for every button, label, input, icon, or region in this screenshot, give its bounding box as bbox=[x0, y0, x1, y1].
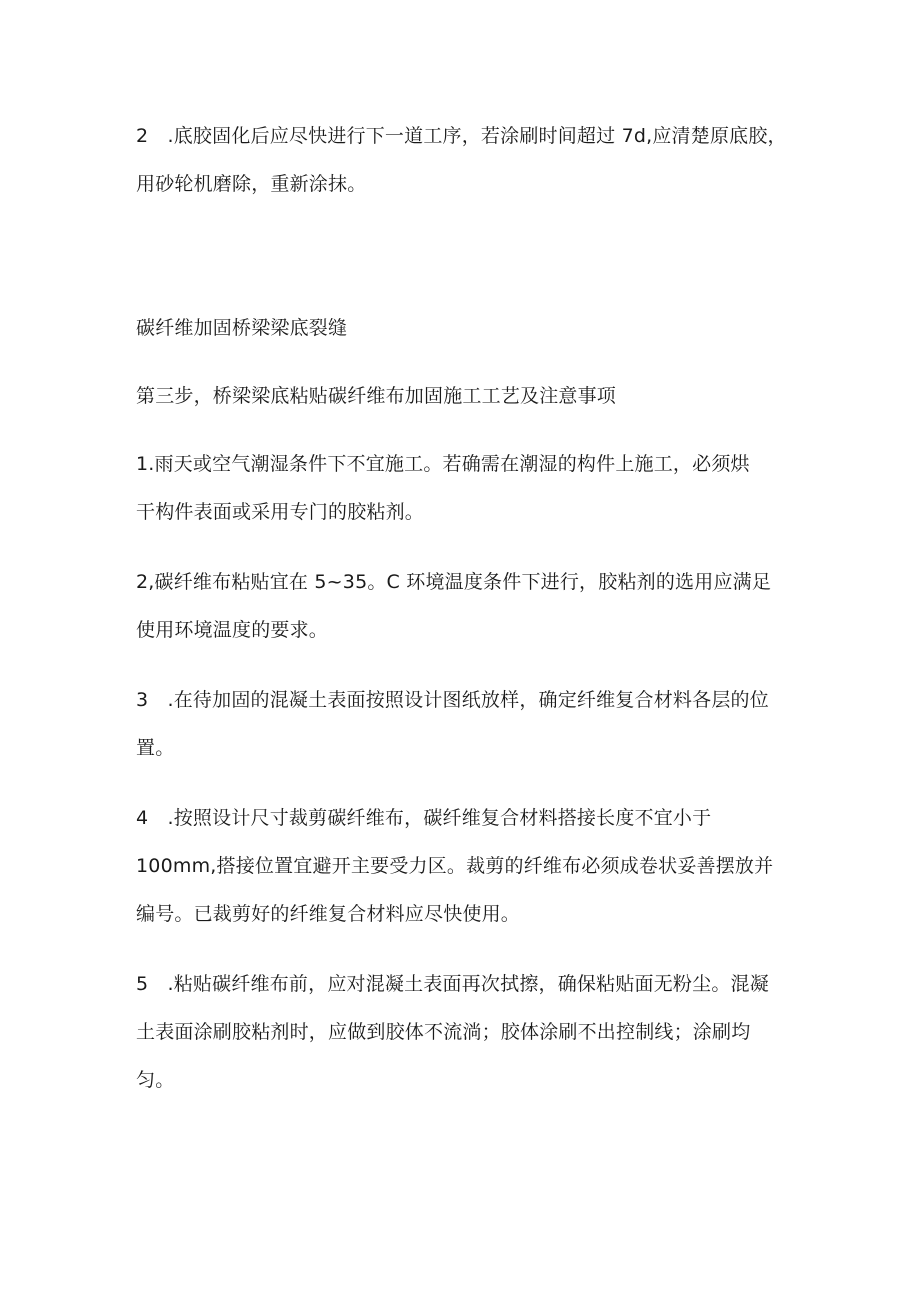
text-line: 编号。已裁剪好的纤维复合材料应尽快使用。 bbox=[136, 903, 521, 925]
paragraph-item-1-weather bbox=[136, 440, 796, 536]
text-line: 1.雨天或空气潮湿条件下不宜施工。若确需在潮湿的构件上施工，必须烘 bbox=[136, 453, 750, 475]
paragraph-item-2-primer-curing bbox=[136, 112, 796, 208]
text-line: 用砂轮机磨除，重新涂抹。 bbox=[136, 173, 367, 195]
text-line: 4 .按照设计尺寸裁剪碳纤维布，碳纤维复合材料搭接长度不宜小于 bbox=[136, 807, 712, 829]
paragraph-item-4-cutting bbox=[136, 794, 796, 938]
text-line: 2 .底胶固化后应尽快进行下一道工序，若涂刷时间超过 7d,应清楚原底胶， bbox=[136, 125, 787, 147]
text-line: 5 .粘贴碳纤维布前，应对混凝土表面再次拭擦，确保粘贴面无粉尘。混凝 bbox=[136, 973, 769, 995]
text-line: 匀。 bbox=[136, 1069, 175, 1091]
text-line: 土表面涂刷胶粘剂时，应做到胶体不流淌；胶体涂刷不出控制线；涂刷均 bbox=[136, 1021, 751, 1043]
text-line: 干构件表面或采用专门的胶粘剂。 bbox=[136, 501, 425, 523]
text-line: 2,碳纤维布粘贴宜在 5~35。C 环境温度条件下进行，胶粘剂的选用应满足 bbox=[136, 571, 772, 593]
paragraph-item-2-temperature bbox=[136, 558, 796, 654]
paragraph-item-5-bonding bbox=[136, 960, 796, 1104]
paragraph-item-3-layout bbox=[136, 676, 796, 772]
text-line: 100mm,搭接位置宜避开主要受力区。裁剪的纤维布必须成卷状妥善摆放并 bbox=[136, 855, 774, 877]
heading-text: 碳纤维加固桥梁梁底裂缝 bbox=[136, 317, 348, 339]
heading-text: 第三步，桥梁梁底粘贴碳纤维布加固施工工艺及注意事项 bbox=[136, 385, 617, 407]
text-line: 3 .在待加固的混凝土表面按照设计图纸放样，确定纤维复合材料各层的位 bbox=[136, 689, 769, 711]
text-line: 置。 bbox=[136, 737, 175, 759]
text-line: 使用环境温度的要求。 bbox=[136, 619, 329, 641]
step-heading bbox=[136, 372, 796, 420]
section-heading bbox=[136, 304, 796, 352]
